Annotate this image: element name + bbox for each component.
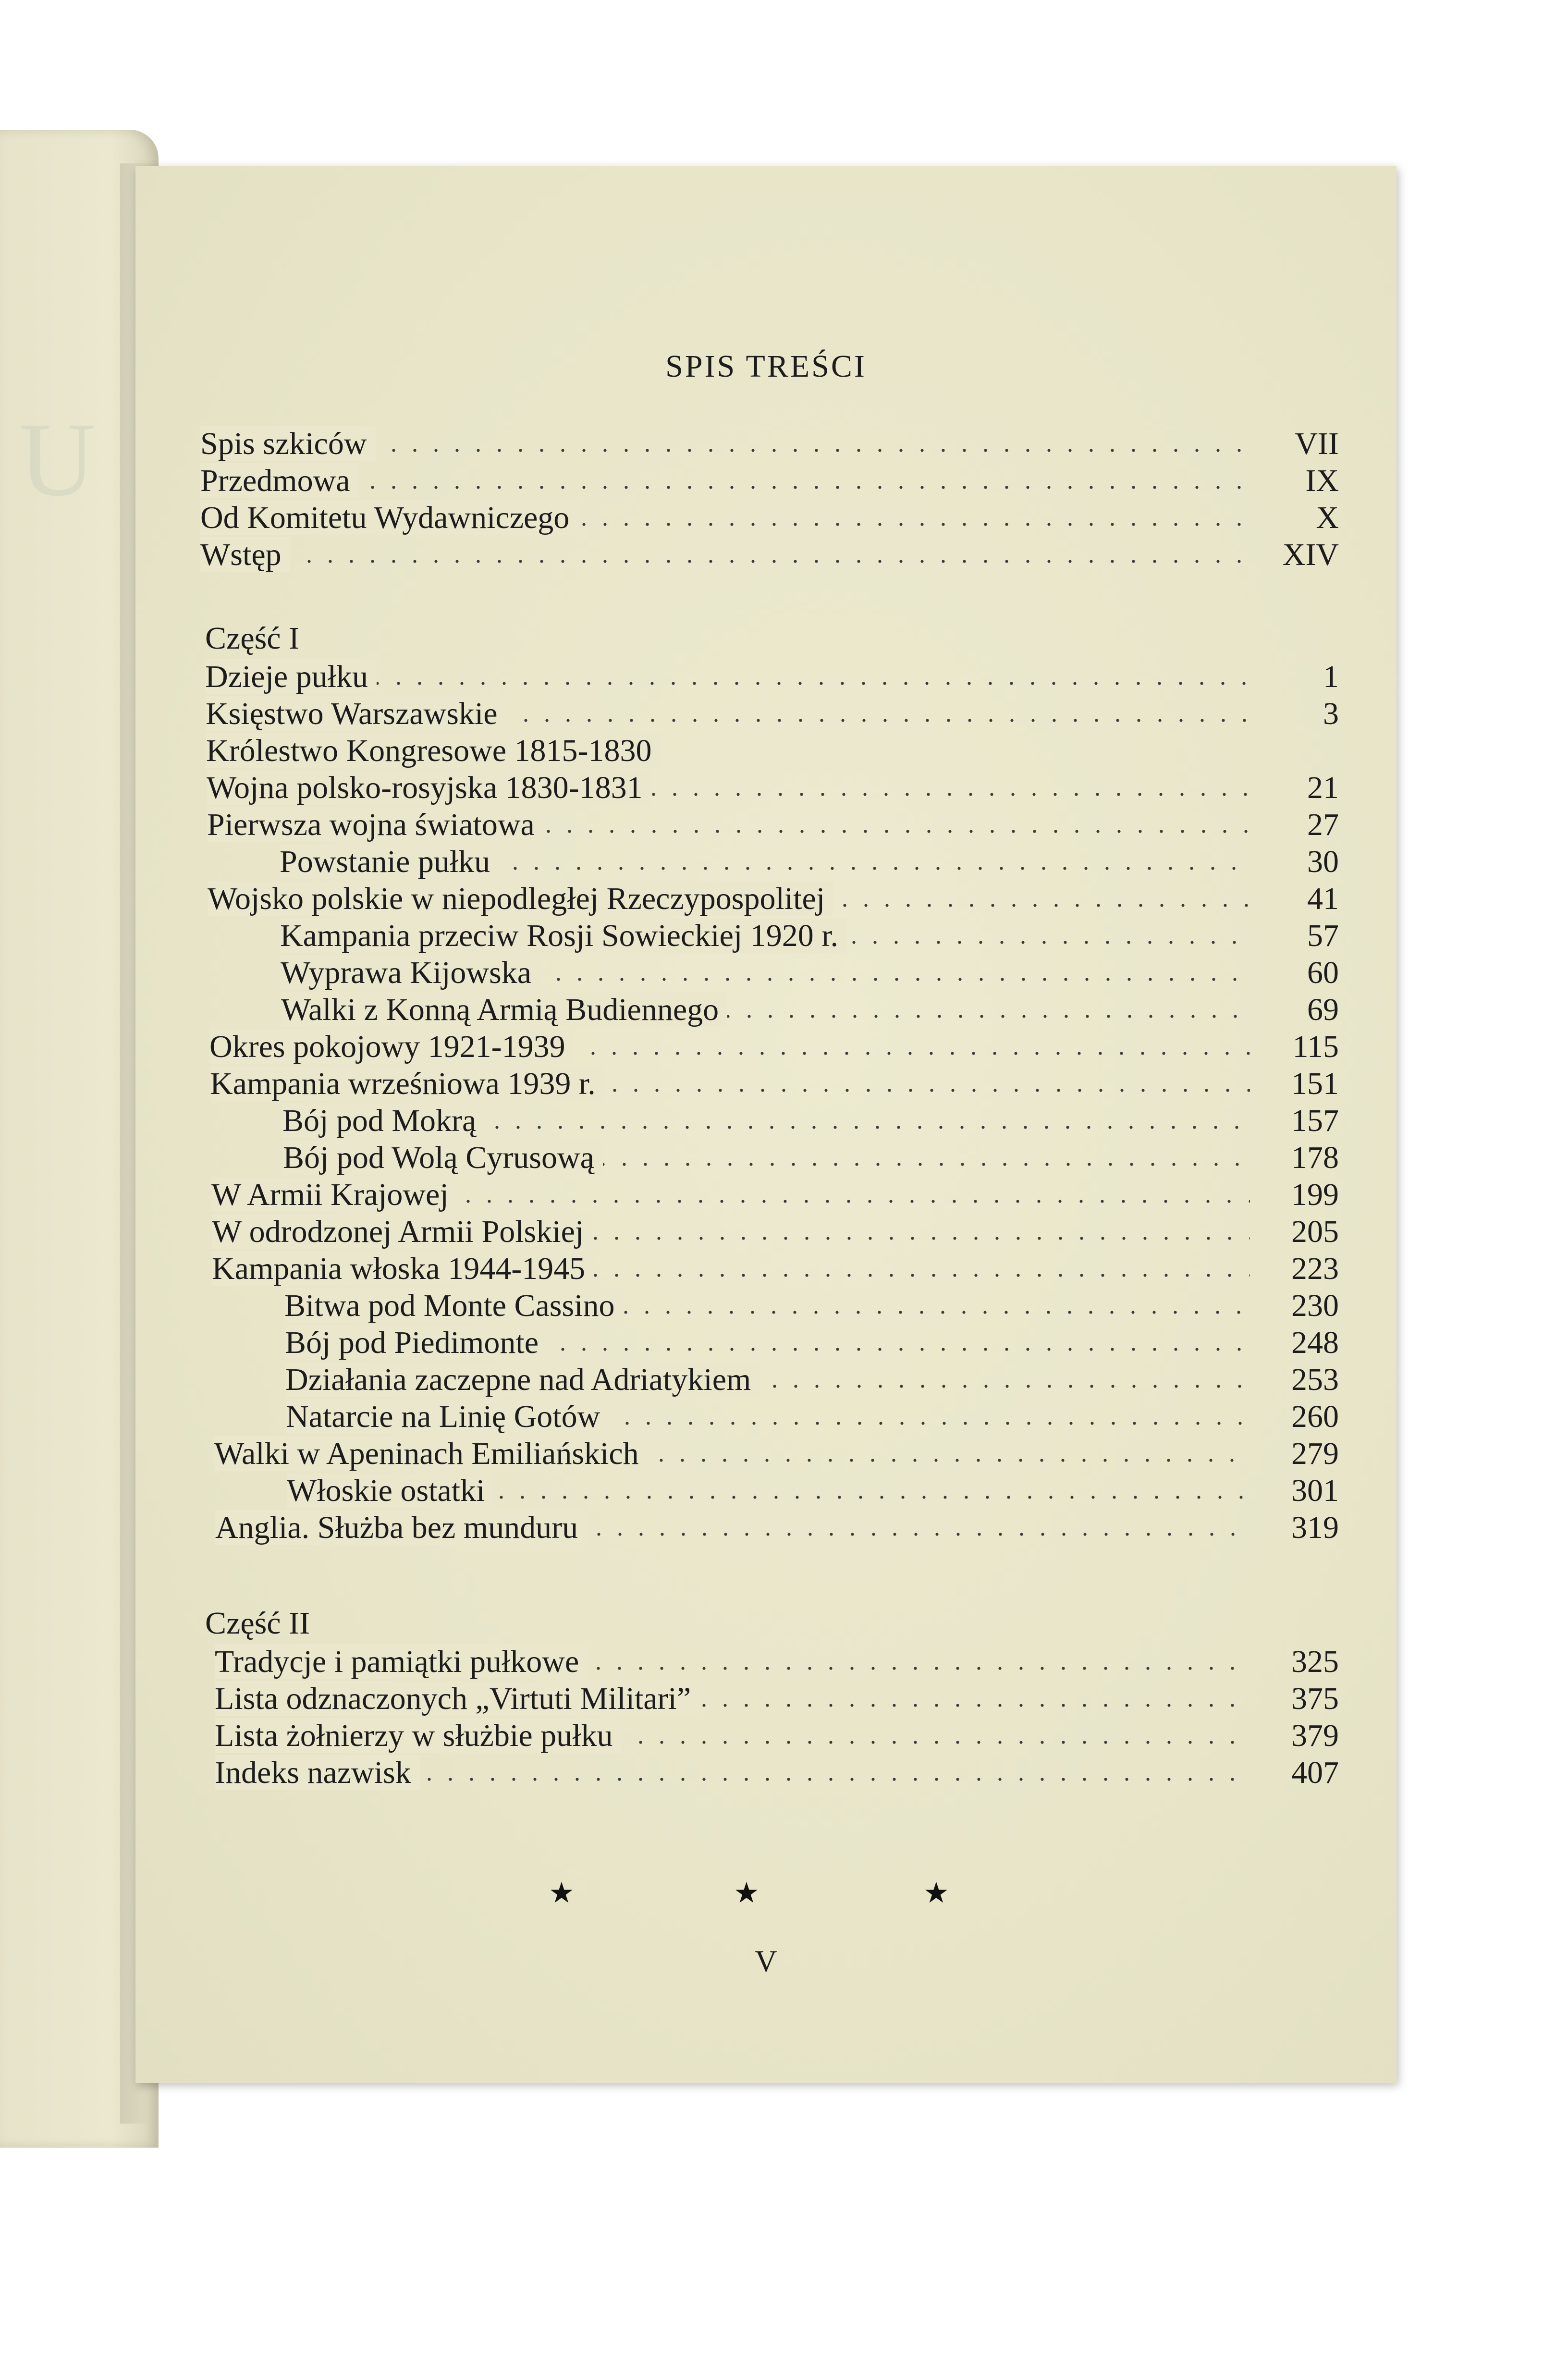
toc-entry-page: 30: [1307, 844, 1339, 879]
toc-entry-page: 157: [1291, 1103, 1339, 1138]
toc-entry-text: Lista żołnierzy w służbie pułku: [215, 1718, 621, 1753]
toc-entry: [215, 1754, 1368, 1792]
toc-entry-page: 151: [1291, 1066, 1339, 1101]
toc-entry-text: Indeks nazwisk: [215, 1755, 420, 1790]
toc-entry: [206, 732, 1368, 770]
toc-entry-label: [283, 1139, 603, 1177]
toc-entry-page: 248: [1291, 1325, 1339, 1360]
toc-entry-page: 325: [1291, 1644, 1339, 1679]
star-icon: ★: [549, 1877, 575, 1909]
toc-entry-text: Okres pokojowy 1921-1939: [209, 1029, 574, 1064]
toc-entry: [212, 1213, 1368, 1251]
toc-entry-text: Wyprawa Kijowska: [281, 955, 540, 990]
toc-entry-page: 60: [1307, 955, 1339, 990]
toc-entry-text: Od Komitetu Wydawniczego: [200, 500, 578, 535]
toc-entry-page: XIV: [1282, 537, 1339, 572]
toc-entry: [207, 769, 1368, 807]
toc-entry-page: 260: [1291, 1399, 1339, 1434]
toc-entry: [215, 1509, 1368, 1547]
toc-entry-page: 253: [1291, 1362, 1339, 1397]
toc-entry-page: 57: [1307, 918, 1339, 953]
part-1-heading: Część I: [205, 621, 300, 656]
toc-entry-page: 319: [1291, 1510, 1339, 1545]
toc-entry-text: Kampania wrześniowa 1939 r.: [210, 1066, 604, 1101]
toc-entry-label: [211, 1176, 457, 1214]
toc-entry-text: Bój pod Wolą Cyrusową: [283, 1140, 603, 1175]
toc-entry-page: 27: [1307, 807, 1339, 842]
toc-entry: [283, 1139, 1368, 1177]
toc-entry-label: [208, 880, 833, 918]
dot-leader: [200, 536, 1250, 574]
toc-entry-page: 379: [1291, 1718, 1339, 1753]
toc-entry: [200, 425, 1368, 463]
toc-entry-page: IX: [1305, 463, 1339, 498]
toc-entry-label: [215, 1509, 587, 1547]
toc-entry-label: [200, 499, 578, 537]
toc-entry: [287, 1472, 1368, 1510]
toc-entry-label: [207, 769, 651, 807]
toc-entry-label: [212, 1213, 592, 1251]
toc-entry-page: 115: [1292, 1029, 1339, 1064]
toc-entry-text: Kampania przeciw Rosji Sowieckiej 1920 r.: [280, 918, 847, 953]
toc-entry: [214, 1435, 1368, 1473]
toc-entry: [285, 1361, 1368, 1399]
toc-entry-page: 21: [1307, 770, 1339, 805]
toc-entry-label: [215, 1643, 588, 1681]
toc-entry-page: 375: [1291, 1681, 1339, 1716]
toc-entry-label: [215, 1717, 621, 1755]
toc-entry-page: 178: [1291, 1140, 1339, 1175]
star-icon: ★: [923, 1877, 949, 1909]
toc-entry-text: W odrodzonej Armii Polskiej: [212, 1214, 592, 1249]
toc-entry: [215, 1643, 1368, 1681]
toc-entry-text: Wojna polsko-rosyjska 1830-1831: [207, 770, 651, 805]
toc-entry: [212, 1250, 1368, 1288]
toc-entry-label: [206, 732, 661, 770]
toc-entry: [282, 1102, 1368, 1140]
toc-entry-text: Pierwsza wojna światowa: [207, 807, 543, 842]
toc-entry: [286, 1398, 1368, 1436]
toc-entry-label: [212, 1250, 594, 1288]
toc-entry-label: [210, 1065, 604, 1103]
toc-entry: [285, 1324, 1368, 1362]
toc-entry-page: 41: [1307, 881, 1339, 916]
toc-entry: [211, 1176, 1368, 1214]
toc-entry-text: Wojsko polskie w niepodległej Rzeczypospolitej: [208, 881, 833, 916]
toc-entry: [281, 954, 1368, 992]
toc-entry-text: Księstwo Warszawskie: [206, 696, 506, 731]
contents-page: [135, 166, 1396, 2083]
toc-entry-page: 199: [1291, 1177, 1339, 1212]
star-icon: ★: [734, 1877, 760, 1909]
toc-entry-label: [285, 1361, 760, 1399]
toc-entry: [200, 499, 1368, 537]
toc-entry-label: [215, 1754, 420, 1792]
toc-entry-label: [281, 991, 727, 1029]
page-title: SPIS TREŚCI: [665, 349, 867, 384]
toc-entry-label: [200, 425, 376, 463]
toc-entry-text: Przedmowa: [200, 463, 359, 498]
toc-entry-text: Tradycje i pamiątki pułkowe: [215, 1644, 588, 1679]
toc-entry-text: Królestwo Kongresowe 1815-1830: [206, 733, 661, 768]
toc-entry-page: 230: [1291, 1288, 1339, 1323]
toc-entry: [207, 806, 1368, 844]
toc-entry: [280, 843, 1368, 881]
toc-entry-page: X: [1316, 500, 1339, 535]
toc-entry-page: 301: [1291, 1473, 1339, 1508]
part-2-heading: Część II: [205, 1606, 310, 1641]
toc-entry-text: Bitwa pod Monte Cassino: [284, 1288, 624, 1323]
toc-entry: [205, 658, 1368, 696]
toc-entry-label: [209, 1028, 574, 1066]
toc-entry: [281, 991, 1368, 1029]
toc-entry: [284, 1287, 1368, 1325]
toc-entry: [210, 1065, 1368, 1103]
toc-entry-page: VII: [1295, 426, 1339, 461]
toc-entry: [215, 1680, 1368, 1718]
toc-entry-text: Spis szkiców: [200, 426, 376, 461]
toc-entry-label: [284, 1287, 624, 1325]
toc-entry-label: [207, 806, 543, 844]
toc-entry-text: Działania zaczepne nad Adriatykiem: [285, 1362, 760, 1397]
toc-entry-text: Bój pod Piedimonte: [285, 1325, 547, 1360]
toc-entry: [200, 462, 1368, 500]
toc-entry-label: [286, 1398, 609, 1436]
toc-entry-text: Bój pod Mokrą: [282, 1103, 485, 1138]
toc-entry-text: Wstęp: [200, 537, 290, 572]
toc-entry-text: Powstanie pułku: [280, 844, 499, 879]
toc-entry-page: 1: [1323, 659, 1339, 694]
toc-entry-text: Włoskie ostatki: [287, 1473, 493, 1508]
toc-entry-label: [287, 1472, 493, 1510]
toc-entry: [208, 880, 1368, 918]
toc-entry-label: [280, 843, 499, 881]
toc-entry-text: Dzieje pułku: [205, 659, 377, 694]
toc-entry-label: [285, 1324, 547, 1362]
toc-entry-page: 223: [1291, 1251, 1339, 1286]
toc-entry-text: Walki w Apeninach Emiliańskich: [214, 1436, 648, 1471]
toc-entry-text: Kampania włoska 1944-1945: [212, 1251, 594, 1286]
toc-entry: [200, 536, 1368, 574]
toc-entry-label: [280, 917, 847, 955]
toc-entry: [280, 917, 1368, 955]
toc-entry: [209, 1028, 1368, 1066]
toc-entry: [206, 695, 1368, 733]
toc-entry-label: [281, 954, 540, 992]
toc-entry-text: Anglia. Służba bez munduru: [215, 1510, 587, 1545]
toc-entry-page: 3: [1323, 696, 1339, 731]
toc-entry-text: Lista odznaczonych „Virtuti Militari”: [215, 1681, 699, 1716]
toc-entry-label: [200, 462, 359, 500]
toc-entry-text: W Armii Krajowej: [211, 1177, 457, 1212]
toc-entry-label: [206, 695, 506, 733]
toc-entry-page: 205: [1291, 1214, 1339, 1249]
toc-entry-text: Natarcie na Linię Gotów: [286, 1399, 609, 1434]
toc-entry-label: [200, 536, 290, 574]
toc-entry-label: [282, 1102, 485, 1140]
page-number: V: [755, 1944, 777, 1978]
toc-entry-label: [215, 1680, 699, 1718]
toc-entry-page: 407: [1291, 1755, 1339, 1790]
toc-entry-label: [214, 1435, 648, 1473]
ornament-stars: [135, 1876, 1396, 1919]
toc-entry-page: 69: [1307, 992, 1339, 1027]
facing-page-bleed-through: U: [19, 401, 115, 518]
toc-entry-page: 279: [1291, 1436, 1339, 1471]
toc-entry: [215, 1717, 1368, 1755]
toc-entry-text: Walki z Konną Armią Budiennego: [281, 992, 727, 1027]
toc-entry-label: [205, 658, 377, 696]
